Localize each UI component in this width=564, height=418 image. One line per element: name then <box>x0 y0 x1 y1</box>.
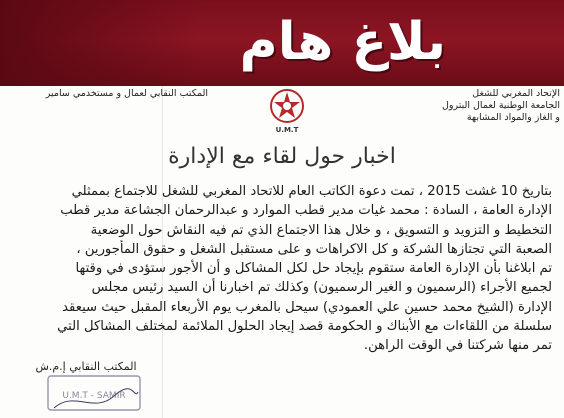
logo-text: U.M.T <box>275 126 299 134</box>
union-stamp-icon <box>44 370 144 416</box>
body-line: التخطيط و التزويد و التسويق ، و خلال هذا الاجتماع الذي تم فيه النقاش حول الوضعية <box>90 222 552 238</box>
body-line: سلسلة من اللقاءات مع الأبناك و الحكومة قصد إيجاد الحلول الملائمة لمختلف المشاكل التي <box>57 319 552 335</box>
signature-block: المكتب النقابي إ.م.ش <box>35 360 137 373</box>
letterhead-line: المكتب النقابي لعمال و مستخدمي سامير <box>45 88 208 99</box>
body-line: الصعبة التي تجتازها الشركة و كل الاكراهات و على مستقبل الشغل و حقوق المأجورين ، <box>76 241 552 257</box>
body-line: لجميع الأجراء (الرسميون و الغير الرسميون) وكذلك تم اخبارنا أن السيد رئيس مجلس <box>91 280 552 296</box>
header-banner <box>0 0 564 86</box>
letterhead-line: و الغاز والمواد المشابهة <box>466 112 560 123</box>
document-body <box>14 182 552 356</box>
body-line: تمر منها شركتنا في الوقت الراهن. <box>363 338 552 354</box>
letterhead-right <box>390 88 560 124</box>
body-line: بتاريخ 10 غشت 2015 ، تمت دعوة الكاتب العام للاتحاد المغربي للشغل للاجتماع بممثلي <box>71 184 552 199</box>
body-line: تم ابلاغنا بأن الإدارة العامة ستقوم بإيجاد حل لكل المشاكل و أن الأجور ستؤدى في وقتها <box>75 261 552 277</box>
document-subject: اخبار حول لقاء مع الإدارة <box>168 144 396 169</box>
letterhead-left <box>8 88 208 100</box>
stamp-text: U.M.T - SAMIR <box>62 391 126 401</box>
body-line: الإدارة (الشيخ محمد حسين علي العمودي) سيحل بالمغرب يوم الأربعاء المقبل حيث سيعقد <box>62 299 552 315</box>
banner-shade <box>0 0 200 86</box>
umt-logo-icon <box>262 86 312 134</box>
letterhead-line: الجامعة الوطنية لعمال البترول <box>442 100 560 111</box>
letterhead-line: الإتحاد المغربي للشغل <box>472 88 560 99</box>
banner-title: بلاغ هام <box>239 12 446 72</box>
body-line: الإدارة العامة ، السادة : محمد غيات مدير قطب الموارد و عبدالرحمان الجشاعة مدير قطب <box>60 203 552 219</box>
